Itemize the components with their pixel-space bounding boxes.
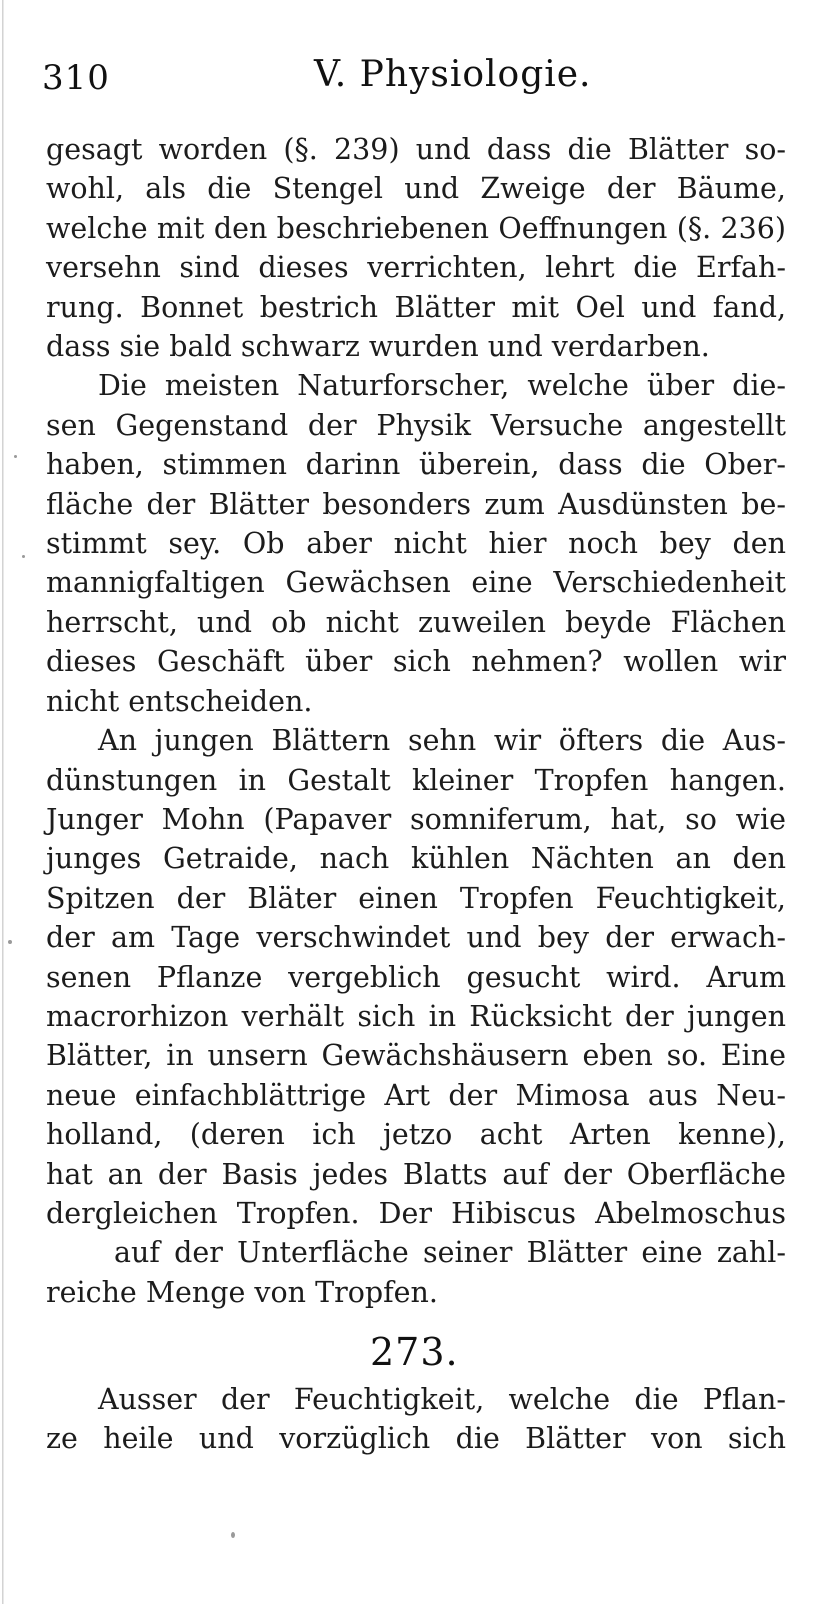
scan-speck bbox=[8, 940, 12, 944]
text-line: haben, stimmen darinn überein, dass die Ober- bbox=[46, 448, 786, 482]
page-header bbox=[42, 52, 802, 112]
page-number: 310 bbox=[42, 58, 110, 98]
text-line: stimmt sey. Ob aber nicht hier noch bey den bbox=[46, 527, 786, 561]
scan-speck bbox=[14, 455, 17, 458]
text-line: gesagt worden (§. 239) und dass die Blätter so- bbox=[46, 133, 786, 166]
text-line: reiche Menge von Tropfen. bbox=[46, 1275, 438, 1309]
text-line: holland, (deren ich jetzo acht Arten kenne), bbox=[46, 1118, 786, 1152]
text-line: Spitzen der Bläter einen Tropfen Feuchtigkeit, bbox=[46, 881, 786, 915]
text-line: welche mit den beschriebenen Oeffnungen (§. 236) bbox=[46, 211, 786, 245]
text-line: versehn sind dieses verrichten, lehrt die Erfah- bbox=[46, 251, 786, 285]
text-line: sen Gegenstand der Physik Versuche angestellt bbox=[46, 408, 786, 442]
text-line: senen Pflanze vergeblich gesucht wird. Arum bbox=[46, 960, 786, 994]
text-line: An jungen Blättern sehn wir öfters die Aus- bbox=[98, 724, 786, 758]
text-line: dieses Geschäft über sich nehmen? wollen wir bbox=[46, 645, 786, 679]
text-line: hat an der Basis jedes Blatts auf der Oberfläche bbox=[46, 1157, 786, 1191]
text-line: junges Getraide, nach kühlen Nächten an den bbox=[46, 842, 786, 876]
text-line: dünstungen in Gestalt kleiner Tropfen hangen. bbox=[46, 763, 786, 797]
text-line: Blätter, in unsern Gewächshäusern eben so. Eine bbox=[46, 1039, 786, 1073]
text-line: macrorhizon verhält sich in Rücksicht der jungen bbox=[46, 999, 786, 1033]
section-number: 273. bbox=[370, 1330, 459, 1374]
scan-speck bbox=[231, 1532, 235, 1538]
running-head: V. Physiologie. bbox=[314, 54, 592, 95]
body-text bbox=[46, 130, 786, 1312]
text-line: Junger Mohn (Papaver somniferum, hat, so wie bbox=[46, 802, 786, 836]
next-section-text bbox=[46, 1380, 786, 1459]
text-line: Ausser der Feuchtigkeit, welche die Pflan- bbox=[98, 1383, 786, 1416]
scan-speck bbox=[22, 555, 25, 558]
text-line: Die meisten Naturforscher, welche über die- bbox=[98, 369, 786, 403]
text-line: der am Tage verschwindet und bey der erwach- bbox=[46, 921, 786, 955]
text-line: herrscht, und ob nicht zuweilen beyde Flächen bbox=[46, 605, 786, 639]
text-line: mannigfaltigen Gewächsen eine Verschiedenheit bbox=[46, 566, 786, 600]
text-line: rung. Bonnet bestrich Blätter mit Oel und fand, bbox=[46, 290, 786, 324]
text-line: dass sie bald schwarz wurden und verdarben. bbox=[46, 330, 710, 364]
text-line: dergleichen Tropfen. Der Hibiscus Abelmoschus bbox=[46, 1196, 786, 1230]
text-line: wohl, als die Stengel und Zweige der Bäume, bbox=[46, 172, 786, 206]
text-line: auf der Unterfläche seiner Blätter eine zahl- bbox=[114, 1236, 786, 1270]
text-line: fläche der Blätter besonders zum Ausdünsten be- bbox=[46, 487, 786, 521]
text-line: neue einfachblättrige Art der Mimosa aus Neu- bbox=[46, 1078, 786, 1112]
text-line: nicht entscheiden. bbox=[46, 684, 313, 718]
page-edge-shadow bbox=[2, 0, 4, 1604]
text-line: ze heile und vorzüglich die Blätter von sich bbox=[46, 1422, 786, 1456]
